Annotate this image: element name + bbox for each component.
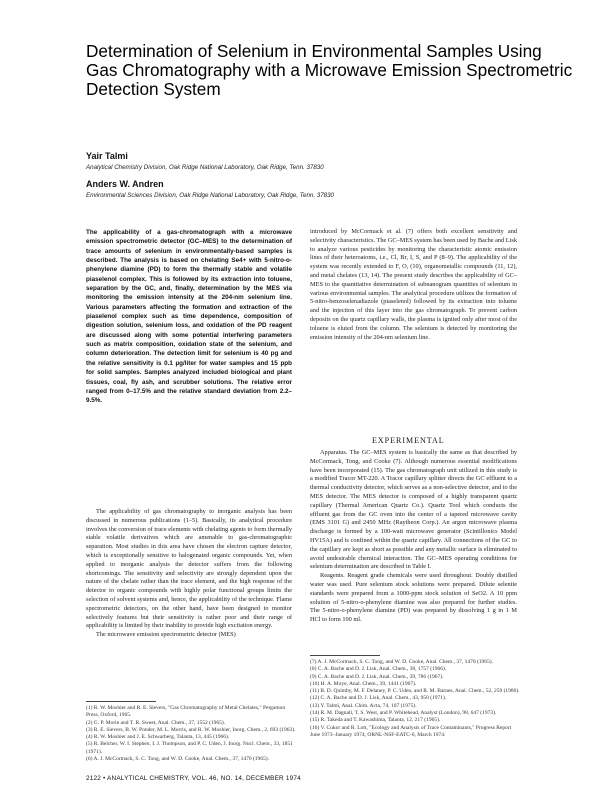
references-right [310,659,520,739]
reference-item: (2) G. P. Morie and T. R. Sweet, Anal. Chem., 37, 1552 (1965). [86,719,226,726]
author-name-1: Yair Talmi [86,151,128,161]
body-paragraph: Reagents. Reagent grade chemicals were used throughout. Doubly distilled water was used. Pure selenium stock solutions were prepared. Dilute selenite standards were prepared from a 1000-ppm stock solution of SeO2. A 10 ppm solution of 5-nitro-o-phenylene diamine was also prepared for further studies. The 5-nitro-o-phenylene diamine (PD) was prepared by dissolving 1 g in 1 M HCl to form 100 ml. [310,572,517,624]
reference-item: (3) R. E. Sievers, B. W. Ponder, M. L. Morris, and R. W. Moshier, Inorg. Chem., 2, 693 (1963). [86,726,296,733]
reference-item: (16) V. Cukor and R. Lott, "Ecology and Analysis of Trace Contaminants," Progress Report June 1973–January 1974, ORNL-NSF-EATC-6, March 1974. [310,724,512,738]
reference-item: (10) H. A. Moye, Anal. Chem., 39, 1441 (1967). [310,680,417,687]
footnote-rule [86,701,156,702]
body-paragraph: The microwave emission spectrometric detector (MES) [96,631,236,639]
body-paragraph: introduced by McCormack et al. (7) offers both excellent sensitivity and selectivity characteristics. The GC–MES system has been used by Bache and Lisk to analyze various pesticides by monitoring the characteristic atomic emission lines of their heteroatoms, i.e., Cl, Br, I, S, and P (8–9). The applicability of the system was recently extended to F, O, (10), organometallic compounds (11, 12), and metal chelates (13, 14). The present study describes the applicability of GC–MES to the quantitative determination of subnanogram quantities of selenium in various environmental samples. The analytical procedure utilizes the formation of 5-nitro-benzoselenadiazole (piaselenol) followed by its extraction into toluene and the injection of this layer into the gas chromatograph. To prevent carbon deposits on the quartz capillary walls, the plasma is ignited only after most of the toluene is eluted from the column. The selenium is detected by monitoring the emission intensity of the 204-nm selenium line. [310,228,517,341]
reference-item: (4) R. W. Moshier and J. E. Schwarberg, Talanta, 13, 445 (1966). [86,734,230,741]
reference-item: (13) Y. Talmi, Anal. Chim. Acta, 74, 107 (1975). [310,702,417,709]
reference-item: (9) C. A. Bache and D. J. Lisk, Anal. Chem., 39, 786 (1967). [310,673,444,680]
reference-item: (14) R. M. Dagnall, T. S. West, and P. Whitehead, Analyst (London), 98, 647 (1973). [310,710,497,717]
author-name-2: Anders W. Andren [86,179,164,189]
section-heading: EXPERIMENTAL [372,436,445,445]
body-paragraph: Apparatus. The GC–MES system is basically the same as that described by McCormack, Tong, and Cooke (7). Although numerous essential modifications have been incorporated (15). The gas chromatograph unit utilized in this study is a modified Tracor MT-220. A Tracor capillary splitter directs the GC effluent to a thermal conductivity detector, which serves as a non-selective detector, and to the MES detector. The MES detector is composed of a highly transparent quartz capillary (Thermal American Quartz Co.). Quartz Tool which conducts the effluent gas from the GC oven into the center of a tapered microwave cavity (EMS 3101 G) and 2450 MHz (Raytheon Corp.). An argon microwave plasma discharge is formed by a 100-watt microwave generator (Scintillonics Model HV15A) and is confined within the quartz capillary. All connections of the GC to the capillary are kept as short as possible and any metallic surface is eliminated to avoid undesirable chemical interaction. The GC–MES operating conditions for selenium determination are described in Table I. [310,449,517,571]
references-left [86,705,296,763]
body-right-experimental [310,449,517,625]
reference-item: (6) A. J. McCormack, S. C. Tong, and W. D. Cooke, Anal. Chem., 37, 1470 (1965). [86,756,269,763]
page-footer: 2122 • ANALYTICAL CHEMISTRY, VOL. 46, NO. 14, DECEMBER 1974 [86,775,301,782]
body-right-intro [310,228,517,342]
reference-item: (12) C. A. Bache and D. J. Lisk, Anal. Chem., 43, 950 (1971). [310,695,447,702]
reference-item: (5) R. Belcher, W. I. Stephen, I. J. Thompson, and P. C. Uden, J. Inorg. Nucl. Chem., 33, 1851 (1971). [86,741,293,755]
reference-item: (15) R. Takeda and T. Kawashima, Talanta, 12, 217 (1965). [310,717,441,724]
body-paragraph: The applicability of gas chromatography to inorganic analysis has been discussed in numerous publications (1–5). Basically, its analytical procedure involves the conversion of trace elements with chelating agents to form thermally stable volatile derivatives which are amenable to gas-chromatographic separation. Most studies in this area have chosen the electron capture detector, which is exceptionally sensitive to halogenated organic compounds. Yet, when applied to inorganic analysis the detector suffers from the following shortcomings. The sensitivity and selectivity are strongly dependent upon the nature of the chelate rather than the trace element, and the high response of the detector to organic compounds with highly polar functional groups limits the selection of solvent systems and, hence, the applicability of the technique. Flame spectrometric detectors, on the other hand, have been designed to monitor selectively features but their sensitivity is rather poor and their range of applicability is limited by their inability to provide high excitation energy. [86,508,292,630]
body-left-column [86,508,292,692]
reference-item: (1) R. W. Moshier and R. E. Sievers, "Gas Chromatography of Metal Chelates," Pergamon Press, Oxford, 1965. [86,705,286,719]
reference-item: (7) A. J. McCormack, S. C. Tong, and W. D. Cooke, Anal. Chem., 37, 1470 (1965). [310,659,493,665]
reference-item: (11) B. D. Quimby, M. F. Delaney, P. C. Uden, and R. M. Barnes, Anal. Chem., 52, 259 (1980). [310,688,520,695]
author-affiliation-1: Analytical Chemistry Division, Oak Ridge National Laboratory, Oak Ridge, Tenn. 37830 [86,164,324,171]
author-affiliation-2: Environmental Sciences Division, Oak Ridge National Laboratory, Oak Ridge, Tenn. 37830 [86,192,334,199]
abstract: The applicability of a gas-chromatograph with a microwave emission spectrometric detector (GC–MES) to the determination of trace amounts of selenium in environmentally-based samples is described. The analysis is based on chelating Se4+ with 5-nitro-o-phenylene diamine (PD) to form the thermally stable and volatile piaselenol complex. This is followed by its extraction into toluene, separation by the GC, and, finally, determination by the MES via monitoring the emission intensity at the 204-nm selenium line. Various parameters affecting the formation and extraction of the piaselenol complex such as time dependence, composition of digestion solution, selenium loss, and oxidation of the PD reagent are discussed along with some potential interfering parameters such as matrix composition, oxidation state of the selenium, and column deterioration. The detection limit for selenium is 40 pg and the relative sensitivity is 0.1 µg/liter for water samples and 15 ppb for solid samples. Samples analyzed included biological and plant tissues, coal, fly ash, and scrubber solutions. The relative error ranged from 0–17.5% and the relative standard deviation from 2.2–9.5%. [86,229,292,405]
reference-item: (8) C. A. Bache and D. J. Lisk, Anal. Chem., 38, 1757 (1966). [310,666,447,673]
footnote-rule [310,655,380,656]
article-title: Determination of Selenium in Environmental Samples Using Gas Chromatography with a Microwave Emission Spectrometric Detection System [86,41,573,99]
